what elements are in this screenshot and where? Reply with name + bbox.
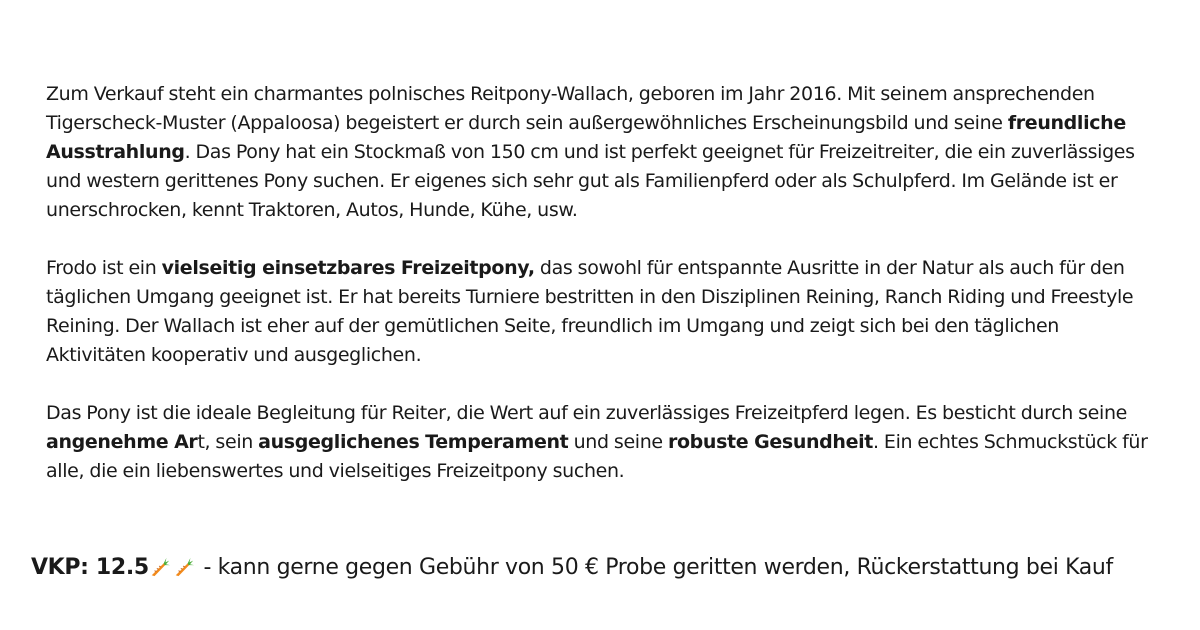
price-line [31,552,1181,584]
carrot-icon [149,556,171,578]
listing-description [46,80,1156,486]
carrot-icon [173,556,195,578]
text-span: und seine [568,431,668,453]
text-span: . Das Pony hat ein Stockmaß von 150 cm und ist perfekt geeignet für Freizeitreiter, die ein zuverlässiges und western gerittenes Pony suchen. Er eigenes sich sehr gut als Familienpferd oder als Schulpferd. Im Gelände ist er unerschrocken, kennt Traktoren, Autos, Hunde, Kühe, usw. [46,141,1135,221]
paragraph-intro [46,80,1156,225]
text-span: . Ein echtes Schmuckstück für alle, die ein liebenswertes und vielseitiges Freizeitpony suchen. [46,431,1148,482]
bold-phrase: freundliche Ausstrahlung [46,112,1126,163]
bold-phrase: angenehme Ar [46,431,198,453]
text-span: Frodo ist ein [46,257,162,279]
price-label: VKP: 12.5 [31,555,149,580]
text-span: das sowohl für entspannte Ausritte in der Natur als auch für den täglichen Umgang geeignet ist. Er hat bereits Turniere bestritten in den Disziplinen Reining, Ranch Riding und Freestyle Reining. Der Wallach ist eher auf der gemütlichen Seite, freundlich im Umgang und zeigt sich bei den täglichen Aktivitäten kooperativ und ausgeglichen. [46,257,1134,366]
bold-phrase: robuste Gesundheit [667,431,874,453]
paragraph-versatility [46,254,1156,370]
bold-phrase: vielseitig einsetzbares Freizeitpony, [161,257,535,279]
text-span: Das Pony ist die ideale Begleitung für Reiter, die Wert auf ein zuverlässiges Freizeitpferd legen. Es besticht durch seine [46,402,1127,424]
text-span: Zum Verkauf steht ein charmantes polnisches Reitpony-Wallach, geboren im Jahr 2016. Mit seinem ansprechenden Tigerscheck-Muster (Appaloosa) begeistert er durch sein außergewöhnliches Erscheinungsbild und seine [46,83,1095,134]
bold-phrase: ausgeglichenes Temperament [258,431,569,453]
price-note: - kann gerne gegen Gebühr von 50 € Probe geritten werden, Rückerstattung bei Kauf [196,555,1113,580]
text-span: t, sein [197,431,259,453]
paragraph-summary [46,399,1156,486]
